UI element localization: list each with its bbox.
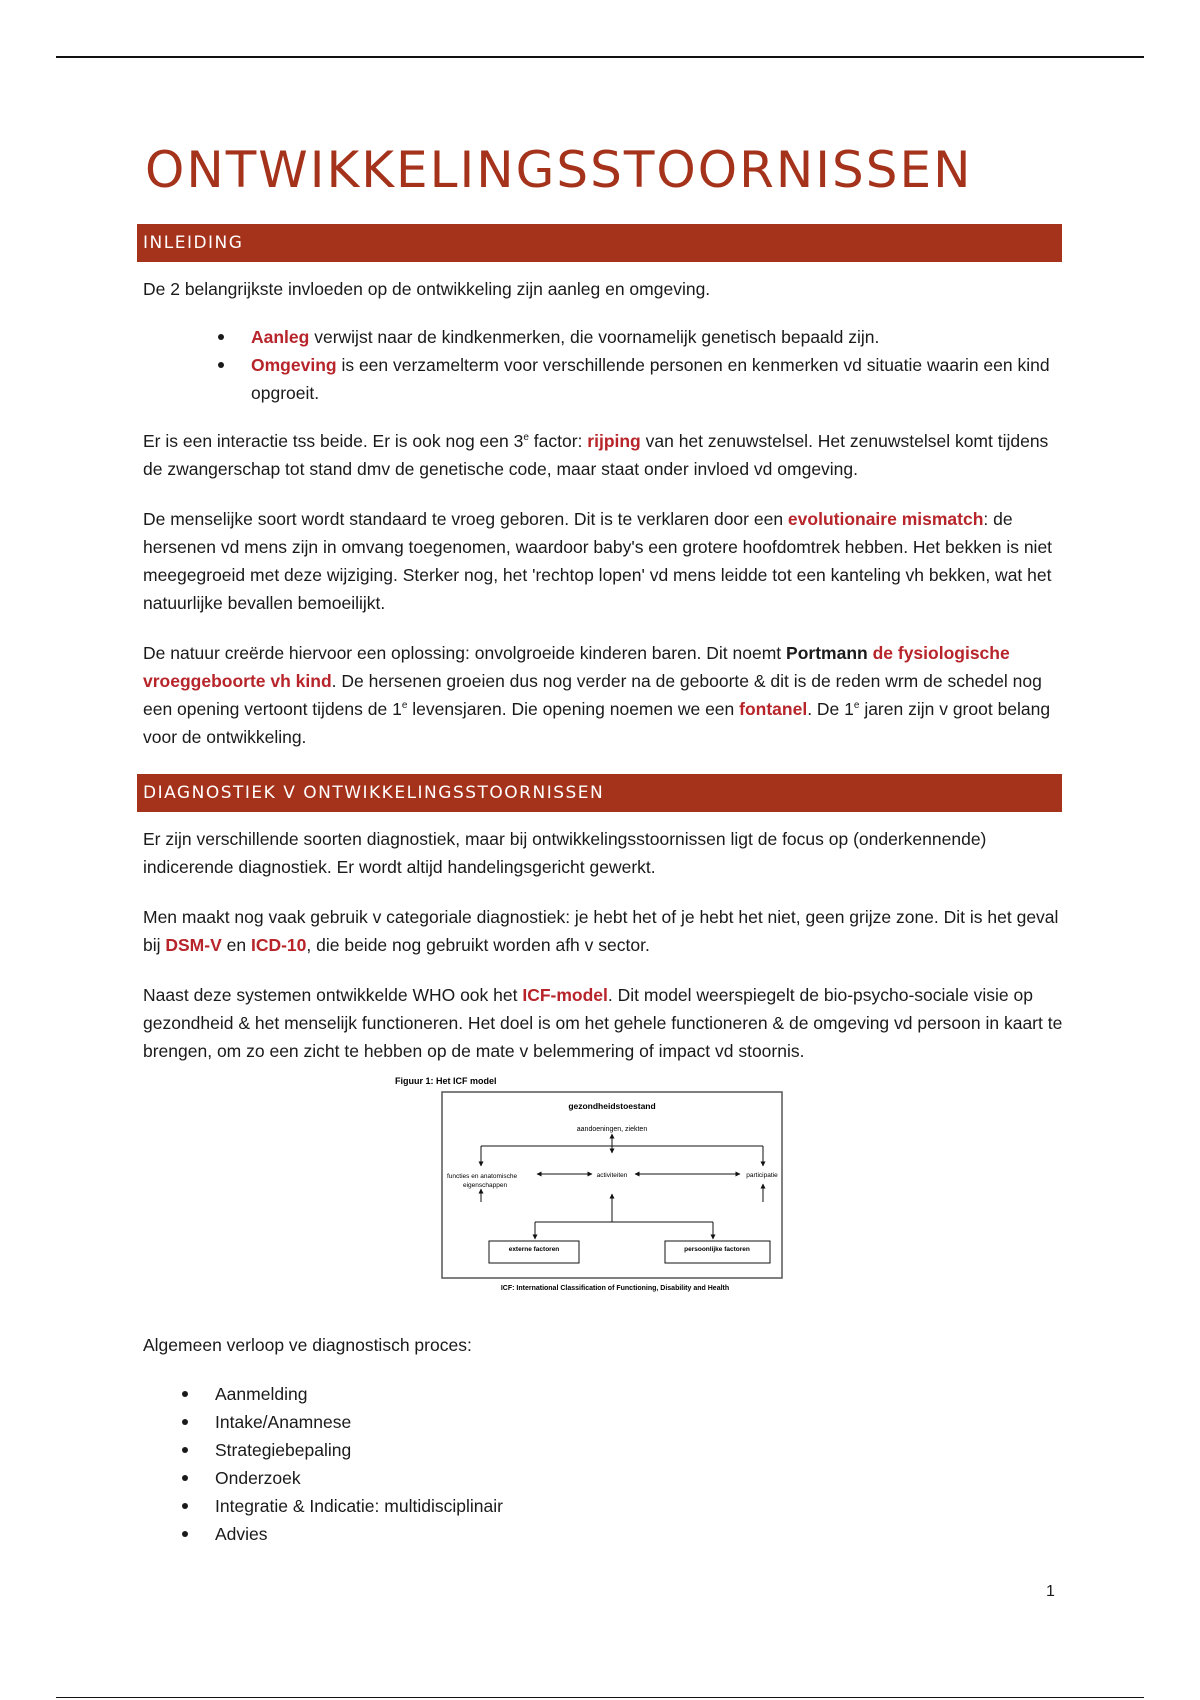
label-gezondheidstoestand: gezondheidstoestand	[568, 1101, 656, 1111]
list-item: Onderzoek	[215, 1464, 915, 1492]
list-item: Integratie & Indicatie: multidisciplinair	[215, 1492, 915, 1520]
footer-rule	[56, 1697, 1144, 1698]
intro-bullet-list	[251, 323, 1063, 407]
section-heading-inleiding: INLEIDING	[137, 224, 1062, 262]
label-externe-factoren: externe factoren	[508, 1246, 560, 1253]
diag-paragraph-2: Men maakt nog vaak gebruik v categoriale diagnostiek: je hebt het of je hebt het niet, geen grijze zone. Dit is het geval bij DSM-V en ICD-10, die beide nog gebruikt worden afh v sector.	[143, 907, 1059, 955]
list-item: Aanmelding	[215, 1380, 915, 1408]
diag-paragraph-4: Algemeen verloop ve diagnostisch proces:	[143, 1335, 472, 1355]
label-activiteiten: activiteiten	[596, 1172, 628, 1179]
page-number: 1	[1046, 1583, 1055, 1600]
document-title: ONTWIKKELINGSSTOORNISSEN	[145, 141, 973, 199]
label-eigenschappen: eigenschappen	[463, 1182, 508, 1189]
intro-paragraph-3: De menselijke soort wordt standaard te vroeg geboren. Dit is te verklaren door een evolutionaire mismatch: de hersenen vd mens zijn in omvang toegenomen, waardoor baby's een grotere hoofdomtrek hebben. Het bekken is niet meegegroeid met deze wijziging. Sterker nog, het 'rechtop lopen' vd mens leidde tot een kanteling vh bekken, wat het natuurlijke bevallen bemoeilijkt.	[143, 509, 1053, 613]
list-item: Intake/Anamnese	[215, 1408, 915, 1436]
list-item: Omgeving is een verzamelterm voor verschillende personen en kenmerken vd situatie waarin een kind opgroeit.	[251, 351, 1063, 407]
header-rule	[56, 56, 1144, 58]
label-persoonlijke-factoren: persoonlijke factoren	[684, 1246, 750, 1253]
intro-paragraph-1: De 2 belangrijkste invloeden op de ontwikkeling zijn aanleg en omgeving.	[143, 279, 711, 299]
label-aandoeningen: aandoeningen, ziekten	[576, 1126, 648, 1133]
intro-paragraph-2: Er is een interactie tss beide. Er is ook nog een 3e factor: rijping van het zenuwstelsel. Het zenuwstelsel komt tijdens de zwangerschap tot stand dmv de genetische code, maar staat onder invloed vd omgeving.	[143, 431, 1049, 479]
intro-paragraph-4: De natuur creërde hiervoor een oplossing: onvolgroeide kinderen baren. Dit noemt Portmann de fysiologische vroeggeboorte vh kind. De hersenen groeien dus nog verder na de geboorte & dit is de reden wrm de schedel nog een opening vertoont tijdens de 1e levensjaren. Die opening noemen we een fontanel. De 1e jaren zijn v groot belang voor de ontwikkeling.	[143, 643, 1051, 747]
list-item: Aanleg verwijst naar de kindkenmerken, die voornamelijk genetisch bepaald zijn.	[251, 323, 1063, 351]
section-heading-diagnostiek: DIAGNOSTIEK V ONTWIKKELINGSSTOORNISSEN	[137, 774, 1062, 812]
figure-footer: ICF: International Classification of Functioning, Disability and Health	[500, 1285, 730, 1292]
diagnostic-steps-list	[215, 1380, 915, 1548]
label-participatie: participatie	[746, 1172, 778, 1179]
icf-model-figure	[395, 1074, 795, 1296]
list-item: Advies	[215, 1520, 915, 1548]
diag-paragraph-1: Er zijn verschillende soorten diagnostiek, maar bij ontwikkelingsstoornissen ligt de focus op (onderkennende) indicerende diagnostiek. Er wordt altijd handelingsgericht gewerkt.	[143, 829, 987, 877]
figure-caption: Figuur 1: Het ICF model	[395, 1076, 497, 1086]
list-item: Strategiebepaling	[215, 1436, 915, 1464]
diag-paragraph-3: Naast deze systemen ontwikkelde WHO ook het ICF-model. Dit model weerspiegelt de bio-psycho-sociale visie op gezondheid & het menselijk functioneren. Het doel is om het gehele functioneren & de omgeving vd persoon in kaart te brengen, om zo een zicht te hebben op de mate v belemmering of impact vd stoornis.	[143, 985, 1063, 1061]
label-functies: functies en anatomische	[447, 1173, 518, 1180]
